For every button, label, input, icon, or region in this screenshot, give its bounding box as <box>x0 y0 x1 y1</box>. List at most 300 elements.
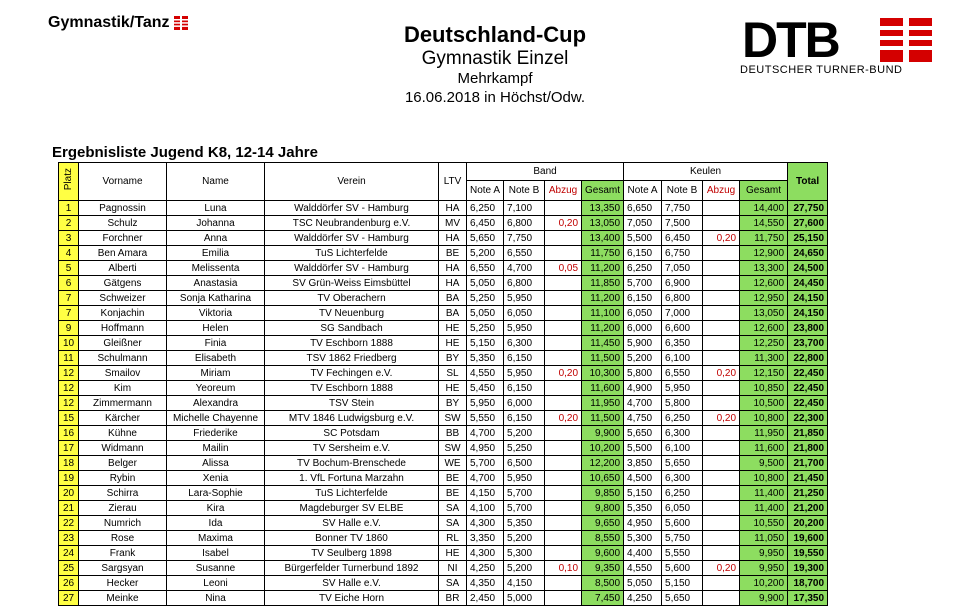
cell-total: 22,300 <box>788 411 828 426</box>
cell-keulen-gesamt: 9,900 <box>740 591 788 606</box>
cell-keulen-note-a: 4,950 <box>624 516 662 531</box>
cell-band-abzug <box>545 321 582 336</box>
cell-keulen-note-a: 4,900 <box>624 381 662 396</box>
cell-band-note-b: 6,150 <box>504 381 545 396</box>
cell-vorname: Rybin <box>79 471 167 486</box>
cell-keulen-abzug <box>703 396 740 411</box>
cell-verein: TV Oberachern <box>265 291 439 306</box>
cell-band-gesamt: 11,200 <box>582 261 624 276</box>
cell-keulen-gesamt: 12,250 <box>740 336 788 351</box>
cell-keulen-gesamt: 10,800 <box>740 471 788 486</box>
cell-keulen-note-b: 5,650 <box>662 456 703 471</box>
cell-keulen-abzug <box>703 456 740 471</box>
header-keulen-abzug: Abzug <box>703 181 740 201</box>
cell-band-gesamt: 11,450 <box>582 336 624 351</box>
cell-band-note-b: 5,250 <box>504 441 545 456</box>
cell-keulen-note-a: 5,350 <box>624 501 662 516</box>
table-row <box>59 381 828 396</box>
date-place-label: 16.06.2018 in Höchst/Odw. <box>404 89 586 106</box>
cell-keulen-note-a: 6,050 <box>624 306 662 321</box>
cell-vorname: Alberti <box>79 261 167 276</box>
table-row <box>59 291 828 306</box>
cell-keulen-abzug <box>703 351 740 366</box>
cell-platz: 20 <box>59 486 79 501</box>
cell-band-gesamt: 11,950 <box>582 396 624 411</box>
table-row <box>59 531 828 546</box>
cell-verein: SG Sandbach <box>265 321 439 336</box>
cell-keulen-gesamt: 11,400 <box>740 486 788 501</box>
cell-platz: 3 <box>59 231 79 246</box>
cell-keulen-abzug <box>703 576 740 591</box>
dtb-logo-text: DTB <box>742 12 839 68</box>
cell-ltv: HA <box>439 261 467 276</box>
cell-keulen-note-b: 5,750 <box>662 531 703 546</box>
cell-verein: MTV 1846 Ludwigsburg e.V. <box>265 411 439 426</box>
cell-keulen-note-b: 6,250 <box>662 486 703 501</box>
cell-ltv: BY <box>439 396 467 411</box>
cell-band-note-a: 4,700 <box>467 426 504 441</box>
cell-ltv: HE <box>439 381 467 396</box>
cell-verein: TuS Lichterfelde <box>265 246 439 261</box>
cell-band-abzug <box>545 516 582 531</box>
cell-keulen-note-a: 4,700 <box>624 396 662 411</box>
cell-verein: TV Eiche Horn <box>265 591 439 606</box>
table-row <box>59 471 828 486</box>
cell-band-abzug <box>545 381 582 396</box>
cell-vorname: Konjachin <box>79 306 167 321</box>
cell-ltv: BA <box>439 291 467 306</box>
cell-band-note-a: 6,250 <box>467 201 504 216</box>
cell-verein: SC Potsdam <box>265 426 439 441</box>
table-row <box>59 441 828 456</box>
table-row <box>59 396 828 411</box>
cell-keulen-note-b: 6,900 <box>662 276 703 291</box>
dtb-mark-icon <box>880 18 932 62</box>
cell-band-gesamt: 10,650 <box>582 471 624 486</box>
cell-keulen-note-a: 3,850 <box>624 456 662 471</box>
table-row <box>59 366 828 381</box>
cell-band-note-a: 4,300 <box>467 516 504 531</box>
cell-band-abzug <box>545 591 582 606</box>
header-band-note-a: Note A <box>467 181 504 201</box>
cell-platz: 17 <box>59 441 79 456</box>
cell-platz: 2 <box>59 216 79 231</box>
cell-band-note-a: 5,650 <box>467 231 504 246</box>
cell-total: 19,600 <box>788 531 828 546</box>
cell-band-abzug <box>545 426 582 441</box>
cell-band-note-a: 5,350 <box>467 351 504 366</box>
cell-platz: 19 <box>59 471 79 486</box>
cell-band-note-b: 7,100 <box>504 201 545 216</box>
cell-keulen-note-b: 6,050 <box>662 501 703 516</box>
cell-band-gesamt: 13,350 <box>582 201 624 216</box>
cell-name: Alissa <box>167 456 265 471</box>
table-row <box>59 561 828 576</box>
cell-name: Michelle Chayenne <box>167 411 265 426</box>
cell-keulen-note-b: 6,100 <box>662 441 703 456</box>
cell-keulen-gesamt: 9,950 <box>740 561 788 576</box>
cell-band-note-b: 5,700 <box>504 501 545 516</box>
cell-band-gesamt: 9,900 <box>582 426 624 441</box>
cell-band-note-b: 5,200 <box>504 561 545 576</box>
cell-keulen-abzug <box>703 441 740 456</box>
cell-keulen-note-a: 5,150 <box>624 486 662 501</box>
cell-ltv: BA <box>439 306 467 321</box>
cell-ltv: NI <box>439 561 467 576</box>
cell-band-abzug: 0,20 <box>545 216 582 231</box>
cell-name: Lara-Sophie <box>167 486 265 501</box>
cell-keulen-note-a: 5,500 <box>624 441 662 456</box>
cell-band-gesamt: 10,300 <box>582 366 624 381</box>
cell-keulen-abzug <box>703 501 740 516</box>
cell-total: 18,700 <box>788 576 828 591</box>
cell-band-gesamt: 11,750 <box>582 246 624 261</box>
cell-keulen-abzug <box>703 486 740 501</box>
cell-vorname: Zierau <box>79 501 167 516</box>
cell-keulen-note-b: 6,300 <box>662 471 703 486</box>
cell-keulen-note-a: 4,500 <box>624 471 662 486</box>
table-row <box>59 276 828 291</box>
cell-name: Leoni <box>167 576 265 591</box>
header-platz: Platz <box>59 163 79 201</box>
cell-keulen-note-a: 6,650 <box>624 201 662 216</box>
cell-platz: 12 <box>59 381 79 396</box>
cell-ltv: SA <box>439 501 467 516</box>
cell-name: Helen <box>167 321 265 336</box>
cell-total: 22,450 <box>788 366 828 381</box>
cell-band-note-a: 4,150 <box>467 486 504 501</box>
header-keulen-note-a: Note A <box>624 181 662 201</box>
cell-name: Melissenta <box>167 261 265 276</box>
table-row <box>59 456 828 471</box>
table-row <box>59 426 828 441</box>
cell-keulen-note-a: 5,050 <box>624 576 662 591</box>
cell-band-abzug <box>545 231 582 246</box>
cell-band-gesamt: 11,200 <box>582 291 624 306</box>
cell-keulen-note-b: 5,600 <box>662 516 703 531</box>
cell-vorname: Widmann <box>79 441 167 456</box>
cell-keulen-note-a: 6,250 <box>624 261 662 276</box>
page-subtitle: Gymnastik Einzel <box>421 48 569 69</box>
cell-total: 22,450 <box>788 381 828 396</box>
cell-keulen-abzug: 0,20 <box>703 231 740 246</box>
cell-band-note-a: 4,700 <box>467 471 504 486</box>
cell-total: 17,350 <box>788 591 828 606</box>
cell-keulen-note-a: 4,250 <box>624 591 662 606</box>
discipline-label: Mehrkampf <box>457 70 533 87</box>
table-row <box>59 246 828 261</box>
cell-band-note-a: 5,050 <box>467 276 504 291</box>
cell-vorname: Hecker <box>79 576 167 591</box>
cell-band-note-b: 6,800 <box>504 276 545 291</box>
cell-total: 22,800 <box>788 351 828 366</box>
cell-band-gesamt: 11,850 <box>582 276 624 291</box>
cell-band-abzug <box>545 336 582 351</box>
cell-keulen-gesamt: 10,800 <box>740 411 788 426</box>
page-title: Deutschland-Cup <box>403 22 587 47</box>
cell-keulen-note-b: 6,800 <box>662 291 703 306</box>
cell-vorname: Zimmermann <box>79 396 167 411</box>
table-row <box>59 261 828 276</box>
table-row <box>59 516 828 531</box>
dtb-logo-subtext: DEUTSCHER TURNER-BUND <box>740 64 903 76</box>
cell-keulen-note-a: 6,000 <box>624 321 662 336</box>
cell-band-abzug <box>545 501 582 516</box>
cell-verein: SV Halle e.V. <box>265 516 439 531</box>
cell-band-note-a: 5,550 <box>467 411 504 426</box>
cell-total: 24,650 <box>788 246 828 261</box>
cell-keulen-abzug <box>703 426 740 441</box>
results-table-header <box>59 163 828 201</box>
cell-ltv: HE <box>439 336 467 351</box>
cell-platz: 4 <box>59 246 79 261</box>
cell-platz: 21 <box>59 501 79 516</box>
header-vorname: Vorname <box>79 163 167 201</box>
cell-platz: 22 <box>59 516 79 531</box>
cell-verein: Bonner TV 1860 <box>265 531 439 546</box>
cell-total: 19,300 <box>788 561 828 576</box>
cell-keulen-gesamt: 11,050 <box>740 531 788 546</box>
cell-name: Maxima <box>167 531 265 546</box>
cell-verein: TV Eschborn 1888 <box>265 381 439 396</box>
cell-ltv: WE <box>439 456 467 471</box>
cell-band-abzug <box>545 576 582 591</box>
header-band: Band <box>467 163 624 181</box>
cell-band-gesamt: 9,600 <box>582 546 624 561</box>
table-row <box>59 411 828 426</box>
cell-band-note-a: 5,250 <box>467 321 504 336</box>
table-row <box>59 501 828 516</box>
cell-verein: 1. VfL Fortuna Marzahn <box>265 471 439 486</box>
cell-platz: 7 <box>59 306 79 321</box>
cell-keulen-gesamt: 12,600 <box>740 276 788 291</box>
results-list-title: Ergebnisliste Jugend K8, 12-14 Jahre <box>52 144 318 161</box>
table-row <box>59 321 828 336</box>
cell-band-note-b: 7,750 <box>504 231 545 246</box>
header-band-gesamt: Gesamt <box>582 181 624 201</box>
cell-platz: 25 <box>59 561 79 576</box>
cell-band-note-b: 5,950 <box>504 471 545 486</box>
table-row <box>59 546 828 561</box>
cell-vorname: Schulmann <box>79 351 167 366</box>
cell-band-note-a: 5,200 <box>467 246 504 261</box>
cell-band-gesamt: 8,550 <box>582 531 624 546</box>
cell-band-gesamt: 11,500 <box>582 351 624 366</box>
header-total: Total <box>788 163 828 201</box>
cell-band-abzug: 0,20 <box>545 411 582 426</box>
header-band-note-b: Note B <box>504 181 545 201</box>
cell-band-note-b: 5,300 <box>504 546 545 561</box>
cell-band-note-a: 2,450 <box>467 591 504 606</box>
cell-platz: 27 <box>59 591 79 606</box>
cell-vorname: Hoffmann <box>79 321 167 336</box>
cell-band-abzug: 0,05 <box>545 261 582 276</box>
cell-total: 23,800 <box>788 321 828 336</box>
table-row <box>59 351 828 366</box>
cell-name: Isabel <box>167 546 265 561</box>
cell-band-abzug <box>545 456 582 471</box>
cell-band-note-b: 4,700 <box>504 261 545 276</box>
cell-name: Luna <box>167 201 265 216</box>
cell-name: Finia <box>167 336 265 351</box>
cell-keulen-note-b: 7,750 <box>662 201 703 216</box>
cell-band-note-b: 6,500 <box>504 456 545 471</box>
table-row <box>59 576 828 591</box>
cell-band-note-b: 6,000 <box>504 396 545 411</box>
cell-band-gesamt: 7,450 <box>582 591 624 606</box>
cell-keulen-note-b: 6,300 <box>662 426 703 441</box>
cell-band-note-a: 6,550 <box>467 261 504 276</box>
cell-total: 23,700 <box>788 336 828 351</box>
cell-ltv: HE <box>439 546 467 561</box>
cell-verein: TV Neuenburg <box>265 306 439 321</box>
cell-band-note-a: 4,550 <box>467 366 504 381</box>
cell-band-note-b: 6,300 <box>504 336 545 351</box>
cell-platz: 24 <box>59 546 79 561</box>
cell-keulen-note-a: 5,300 <box>624 531 662 546</box>
cell-keulen-note-a: 5,800 <box>624 366 662 381</box>
cell-band-gesamt: 13,400 <box>582 231 624 246</box>
cell-total: 24,450 <box>788 276 828 291</box>
cell-keulen-abzug <box>703 336 740 351</box>
cell-total: 21,200 <box>788 501 828 516</box>
cell-total: 27,600 <box>788 216 828 231</box>
header-name: Name <box>167 163 265 201</box>
cell-vorname: Kühne <box>79 426 167 441</box>
cell-name: Kira <box>167 501 265 516</box>
cell-keulen-abzug <box>703 471 740 486</box>
header-band-abzug: Abzug <box>545 181 582 201</box>
cell-band-note-b: 5,700 <box>504 486 545 501</box>
cell-band-gesamt: 10,200 <box>582 441 624 456</box>
cell-verein: TV Fechingen e.V. <box>265 366 439 381</box>
cell-band-note-a: 5,700 <box>467 456 504 471</box>
cell-keulen-gesamt: 10,550 <box>740 516 788 531</box>
logo-left-text: Gymnastik/Tanz <box>48 14 170 31</box>
cell-keulen-gesamt: 9,950 <box>740 546 788 561</box>
cell-vorname: Gätgens <box>79 276 167 291</box>
cell-band-note-b: 5,000 <box>504 591 545 606</box>
cell-band-note-a: 4,100 <box>467 501 504 516</box>
cell-name: Mailin <box>167 441 265 456</box>
cell-name: Nina <box>167 591 265 606</box>
cell-verein: TSC Neubrandenburg e.V. <box>265 216 439 231</box>
cell-keulen-note-a: 5,200 <box>624 351 662 366</box>
cell-platz: 1 <box>59 201 79 216</box>
cell-ltv: SL <box>439 366 467 381</box>
cell-band-note-b: 6,150 <box>504 411 545 426</box>
table-row <box>59 201 828 216</box>
cell-platz: 26 <box>59 576 79 591</box>
cell-verein: Walddörfer SV - Hamburg <box>265 201 439 216</box>
cell-keulen-gesamt: 12,950 <box>740 291 788 306</box>
cell-verein: TSV Stein <box>265 396 439 411</box>
cell-keulen-note-a: 5,900 <box>624 336 662 351</box>
cell-vorname: Schirra <box>79 486 167 501</box>
cell-total: 21,800 <box>788 441 828 456</box>
cell-keulen-gesamt: 13,300 <box>740 261 788 276</box>
cell-band-gesamt: 13,050 <box>582 216 624 231</box>
cell-total: 24,500 <box>788 261 828 276</box>
cell-keulen-abzug <box>703 591 740 606</box>
cell-name: Yeoreum <box>167 381 265 396</box>
cell-total: 19,550 <box>788 546 828 561</box>
table-row <box>59 336 828 351</box>
cell-band-note-a: 5,950 <box>467 396 504 411</box>
cell-keulen-note-b: 6,600 <box>662 321 703 336</box>
cell-keulen-note-b: 6,350 <box>662 336 703 351</box>
cell-keulen-gesamt: 11,300 <box>740 351 788 366</box>
cell-ltv: BE <box>439 246 467 261</box>
cell-band-gesamt: 12,200 <box>582 456 624 471</box>
cell-band-gesamt: 9,350 <box>582 561 624 576</box>
cell-keulen-abzug <box>703 246 740 261</box>
cell-band-abzug <box>545 306 582 321</box>
cell-keulen-gesamt: 12,600 <box>740 321 788 336</box>
cell-ltv: RL <box>439 531 467 546</box>
cell-verein: Walddörfer SV - Hamburg <box>265 231 439 246</box>
cell-vorname: Frank <box>79 546 167 561</box>
cell-ltv: SA <box>439 516 467 531</box>
cell-band-abzug <box>545 291 582 306</box>
cell-keulen-note-a: 4,750 <box>624 411 662 426</box>
dtb-mark-icon <box>174 16 188 30</box>
cell-band-gesamt: 9,650 <box>582 516 624 531</box>
cell-verein: TuS Lichterfelde <box>265 486 439 501</box>
cell-band-note-a: 6,450 <box>467 216 504 231</box>
cell-keulen-note-a: 5,650 <box>624 426 662 441</box>
cell-keulen-gesamt: 9,500 <box>740 456 788 471</box>
cell-band-gesamt: 8,500 <box>582 576 624 591</box>
cell-keulen-gesamt: 11,750 <box>740 231 788 246</box>
cell-ltv: HA <box>439 231 467 246</box>
cell-band-abzug <box>545 246 582 261</box>
cell-band-gesamt: 11,500 <box>582 411 624 426</box>
cell-keulen-note-b: 5,600 <box>662 561 703 576</box>
cell-keulen-abzug <box>703 276 740 291</box>
cell-verein: Magdeburger SV ELBE <box>265 501 439 516</box>
cell-keulen-gesamt: 13,050 <box>740 306 788 321</box>
cell-keulen-abzug <box>703 261 740 276</box>
cell-total: 21,850 <box>788 426 828 441</box>
cell-keulen-abzug <box>703 321 740 336</box>
cell-name: Emilia <box>167 246 265 261</box>
cell-keulen-abzug <box>703 201 740 216</box>
cell-keulen-note-a: 6,150 <box>624 291 662 306</box>
cell-band-note-b: 5,950 <box>504 366 545 381</box>
cell-ltv: BB <box>439 426 467 441</box>
cell-vorname: Kärcher <box>79 411 167 426</box>
cell-keulen-gesamt: 12,150 <box>740 366 788 381</box>
header-ltv: LTV <box>439 163 467 201</box>
logo-gymnastik-tanz <box>48 14 188 32</box>
cell-vorname: Belger <box>79 456 167 471</box>
cell-band-gesamt: 11,200 <box>582 321 624 336</box>
cell-name: Viktoria <box>167 306 265 321</box>
cell-name: Johanna <box>167 216 265 231</box>
cell-verein: TV Bochum-Brenschede <box>265 456 439 471</box>
cell-total: 24,150 <box>788 306 828 321</box>
cell-keulen-note-b: 6,100 <box>662 351 703 366</box>
cell-keulen-abzug: 0,20 <box>703 561 740 576</box>
cell-name: Sonja Katharina <box>167 291 265 306</box>
cell-ltv: BE <box>439 471 467 486</box>
cell-name: Xenia <box>167 471 265 486</box>
cell-band-abzug <box>545 396 582 411</box>
header-keulen-gesamt: Gesamt <box>740 181 788 201</box>
cell-band-note-b: 5,350 <box>504 516 545 531</box>
cell-total: 27,750 <box>788 201 828 216</box>
